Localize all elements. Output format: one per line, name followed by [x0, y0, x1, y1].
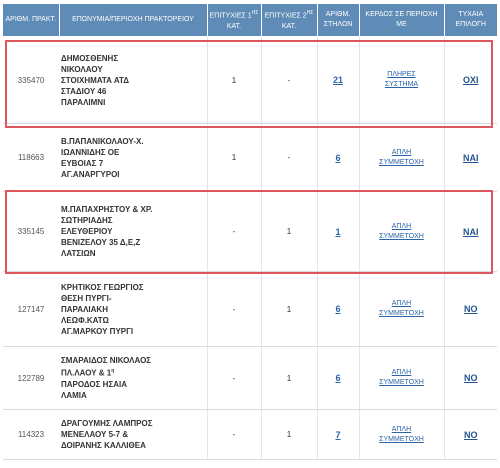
first-category-wins: -: [207, 192, 261, 272]
gain-line: ΣΥΜΜΕΤΟΧΗ: [379, 379, 424, 386]
agency-line: ΕΛΕΥΘΕΡΙΟΥ: [61, 227, 113, 236]
winning-agencies-table: [3, 4, 497, 460]
gain-type-link[interactable]: [379, 368, 424, 388]
agency-line: ΠΑΡΟΔΟΣ ΗΣΑΙΑ: [61, 379, 128, 389]
header-gain: ΚΕΡΔΟΣ ΣΕ ΠΕΡΙΟΧΗ ΜΕ: [359, 4, 444, 37]
agency-line: ΘΕΣΗ ΠΥΡΓΙ-: [61, 293, 112, 303]
agency-line: ΣΩΤΗΡΙΑΔΗΣ: [61, 216, 113, 225]
gain-type-link[interactable]: [379, 299, 424, 319]
gain-cell: [359, 410, 444, 460]
systems-cell: [317, 272, 359, 347]
gain-line: ΣΥΜΜΕΤΟΧΗ: [379, 158, 424, 166]
header-systems: ΑΡΙΘΜ. ΣΤΗΛΩΝ: [317, 4, 359, 37]
gain-line: ΑΠΛΗ: [391, 300, 412, 307]
table-row: [3, 37, 497, 124]
agency-line: ΔΗΜΟΣΘΕΝΗΣ: [61, 53, 119, 63]
second-category-wins: 1: [261, 410, 317, 460]
first-category-wins: 1: [207, 124, 261, 192]
systems-count-link[interactable]: 6: [335, 304, 341, 314]
gain-type-link[interactable]: [385, 70, 418, 90]
random-pick-link[interactable]: ΝΑΙ: [463, 226, 479, 237]
gain-cell: [359, 192, 444, 272]
random-cell: [444, 347, 497, 410]
header-second-category: ΕΠΙΤΥΧΙΕΣ $2^{H\Sigma}$ ΚΑΤ.: [261, 4, 317, 37]
second-category-wins: 1: [261, 272, 317, 347]
agency-line: ΣΜΑΡΑΙΔΟΣ ΝΙΚΟΛΑΟΣ: [61, 356, 152, 366]
agency-line-sup: η: [111, 368, 115, 375]
random-pick-link[interactable]: ΝΑΙ: [463, 152, 479, 163]
systems-count-link[interactable]: 1: [335, 226, 341, 237]
agency-line: ΛΕΩΦ.ΚΑΤΩ: [61, 315, 109, 325]
systems-cell: [317, 347, 359, 410]
table-row: [3, 192, 497, 272]
agency-line: ΛΑΜΙΑ: [61, 390, 87, 400]
systems-cell: [317, 192, 359, 272]
random-pick-link[interactable]: ΝΟ: [464, 373, 478, 383]
random-pick-link[interactable]: ΝΟ: [464, 429, 478, 440]
agency-name-address: [59, 192, 207, 272]
gain-line: ΣΥΜΜΕΤΟΧΗ: [379, 232, 424, 240]
agency-line: ΣΤΑΔΙΟΥ 46: [61, 86, 107, 96]
agency-line: Μ.ΠΑΠΑΧΡΗΣΤΟΥ & ΧΡ.: [61, 205, 153, 214]
agency-line: ΠΑΡΑΛΙΑΚΗ: [61, 304, 108, 314]
agency-line: ΒΕΝΙΖΕΛΟΥ 35 Δ,Ε,Ζ: [61, 238, 141, 247]
first-category-wins: -: [207, 347, 261, 410]
first-category-wins: 1: [207, 37, 261, 124]
gain-line: ΣΥΣΤΗΜΑ: [384, 81, 419, 88]
gain-cell: [359, 37, 444, 124]
agency-line: ΚΡΗΤΙΚΟΣ ΓΕΩΡΓΙΟΣ: [61, 282, 144, 292]
gain-type-link[interactable]: [379, 148, 424, 168]
gain-type-link[interactable]: [379, 425, 424, 445]
gain-cell: [359, 272, 444, 347]
gain-line: ΑΠΛΗ: [391, 369, 412, 376]
agency-line: ΔΟΙΡΑΝΗΣ ΚΑΛΛΙΘΕΑ: [61, 441, 146, 450]
table-row: [3, 347, 497, 410]
agency-code: 335145: [3, 192, 59, 272]
systems-count-link[interactable]: 7: [335, 429, 341, 440]
first-category-wins: -: [207, 410, 261, 460]
systems-count-link[interactable]: 6: [335, 373, 341, 383]
agency-line: ΠΑΡΑΛΙΜΝΙ: [61, 97, 106, 107]
random-cell: [444, 37, 497, 124]
gain-cell: [359, 347, 444, 410]
agency-line: ΜΕΝΕΛΑΟΥ 5-7 &: [61, 430, 129, 439]
gain-line: ΑΠΛΗ: [391, 148, 412, 156]
agency-line: ΛΑΤΣΙΩΝ: [61, 249, 96, 258]
agency-line: ΕΥΒΟΙΑΣ 7: [61, 158, 104, 168]
header-random: ΤΥΧΑΙΑ ΕΠΙΛΟΓΗ: [444, 4, 497, 37]
agency-code: 335470: [3, 37, 59, 124]
header-first-category: ΕΠΙΤΥΧΙΕΣ $1^{H\Sigma}$ ΚΑΤ.: [207, 4, 261, 37]
agency-name-address: [59, 37, 207, 124]
gain-type-link[interactable]: [379, 222, 424, 242]
random-cell: [444, 192, 497, 272]
gain-line: ΑΠΛΗ: [391, 222, 412, 230]
table-row: [3, 272, 497, 347]
agency-name-address: [59, 410, 207, 460]
gain-line: ΣΥΜΜΕΤΟΧΗ: [379, 435, 424, 443]
systems-cell: [317, 37, 359, 124]
random-pick-link[interactable]: ΝΟ: [464, 304, 478, 314]
gain-cell: [359, 124, 444, 192]
second-category-wins: 1: [261, 347, 317, 410]
agency-name-address: [59, 124, 207, 192]
gain-line: ΣΥΜΜΕΤΟΧΗ: [379, 310, 424, 317]
agency-line: ΑΓ.ΑΝΑΡΓΥΡΟΙ: [61, 169, 120, 179]
agency-line: ΑΓ.ΜΑΡΚΟΥ ΠΥΡΓΙ: [61, 326, 134, 336]
first-category-wins: -: [207, 272, 261, 347]
systems-count-link[interactable]: 21: [332, 75, 343, 85]
agency-line: Β.ΠΑΠΑΝΙΚΟΛΑΟΥ-Χ.: [61, 136, 144, 146]
systems-cell: [317, 124, 359, 192]
random-cell: [444, 272, 497, 347]
agency-line: ΔΡΑΓΟΥΜΗΣ ΛΑΜΠΡΟΣ: [61, 419, 153, 428]
agency-line: ΠΛ.ΛΑΟΥ & 1: [61, 368, 112, 378]
table-row: [3, 410, 497, 460]
second-category-wins: 1: [261, 192, 317, 272]
agency-line: ΙΩΑΝΝΙΔΗΣ ΟΕ: [61, 147, 120, 157]
second-category-wins: -: [261, 124, 317, 192]
second-category-wins: -: [261, 37, 317, 124]
agency-name-address: [59, 347, 207, 410]
agency-code: 127147: [3, 272, 59, 347]
agency-code: 122789: [3, 347, 59, 410]
random-cell: [444, 124, 497, 192]
random-pick-link[interactable]: ΟΧΙ: [462, 75, 479, 85]
agency-line: ΣΤΟΙΧΗΜΑΤΑ ΑΤΔ: [61, 75, 129, 85]
agency-line: ΝΙΚΟΛΑΟΥ: [61, 64, 103, 74]
table-header-row: [3, 4, 497, 37]
systems-count-link[interactable]: 6: [335, 152, 341, 163]
random-cell: [444, 410, 497, 460]
header-agency: ΕΠΩΝΥΜΙΑ/ΠΕΡΙΟΧΗ ΠΡΑΚΤΟΡΕΙΟΥ: [59, 4, 207, 37]
gain-line: ΑΠΛΗ: [391, 425, 412, 433]
header-code: ΑΡΙΘΜ. ΠΡΑΚΤ.: [3, 4, 59, 37]
systems-cell: [317, 410, 359, 460]
table-row: [3, 124, 497, 192]
agency-code: 114323: [3, 410, 59, 460]
agency-code: 118663: [3, 124, 59, 192]
gain-line: ΠΛΗΡΕΣ: [387, 71, 416, 78]
agency-name-address: [59, 272, 207, 347]
